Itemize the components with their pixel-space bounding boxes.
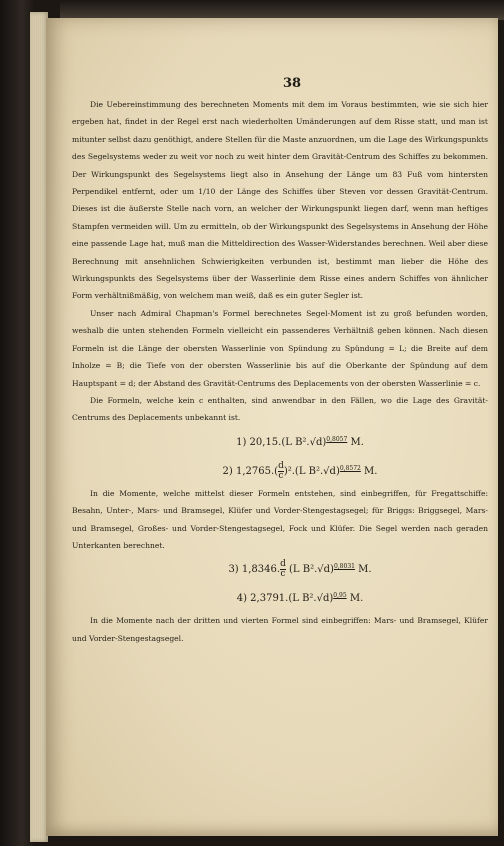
formula-1-unit: M. bbox=[350, 436, 364, 448]
paragraph-1: Die Uebereinstimmung des berechneten Moments mit dem im Voraus bestimmten, wie sie sich hier ergeben hat, findet in der Regel erst nach wiederholten Umänderungen auf dem Risse statt, und man ist mitunter selbst dazu genöthigt, andere Stellen für die Maste anzuordnen, um die Lage des Wirkungspunkts des Segelsystems weder zu weit vor noch zu weit hinter dem Gravität-Centrum des Schiffes zu bekommen. Der Wirkungspunkt des Segelsystems liegt also in Ansehung der Länge um 83 Fuß vom hintersten Perpendikel entfernt, oder um 1/10 der Länge des Schiffes über Steven vor dessen Gravität-Centrum. Dieses ist die äußerste Stelle nach vorn, an welcher der Wirkungspunkt liegen darf, wenn man heftiges Stampfen vermeiden will. Um zu ermitteln, ob der Wirkungspunkt des Segelsystems in Ansehung der Höhe eine passende Lage hat, muß man die Mitteldirection des Wasser-Widerstandes berechnen. Weil aber diese Berechnung mit ansehnlichen Schwierigkeiten verbunden ist, bestimmt man lieber die Höhe des Wirkungspunkts des Segelsystems über der Wasserlinie dem Risse eines andern Schiffes von ähnlicher Form verhältnißmäßig, von welchem man weiß, daß es ein guter Segler ist. bbox=[72, 100, 488, 301]
formula-3-coefficient: 3) 1,8346. bbox=[228, 564, 281, 576]
formula-3-body: (L B².√d) bbox=[289, 564, 334, 576]
formula-3-denominator: c bbox=[280, 569, 286, 580]
formula-1 bbox=[72, 427, 488, 456]
top-shadow bbox=[60, 0, 504, 20]
formula-2-body: ².(L B².√d) bbox=[287, 465, 340, 477]
formula-2-coefficient: 2) 1,2765. bbox=[222, 465, 275, 477]
page-number: 38 bbox=[282, 76, 302, 91]
formula-4-exponent: 0,95 bbox=[333, 592, 347, 600]
formula-2: 2) 1,2765.( $\frac{d}{c}$ )².(L B².√d)$^{0,8572}$ M. bbox=[222, 460, 378, 481]
paragraph-3: Die Formeln, welche kein c enthalten, sind anwendbar in den Fällen, wo die Lage des Gravität-Centrums des Deplacements unbekannt ist. bbox=[72, 395, 488, 423]
formula-2-fraction bbox=[278, 462, 284, 481]
formula-4-body: 4) 2,3791.(L B².√d) bbox=[236, 593, 334, 605]
formula-2-numerator: d bbox=[278, 460, 284, 471]
formula-1-body: 1) 20,15.(L B².√d) bbox=[236, 436, 327, 448]
formula-3-unit: M. bbox=[358, 564, 372, 576]
formula-2-unit: M. bbox=[364, 465, 378, 477]
paragraph-4: In die Momente, welche mittelst dieser Formeln entstehen, sind einbegriffen, für Fregattschiffe: Besahn, Unter-, Mars- und Bramsegel, Klüfer und Vorder-Stengestagsegel; für Briggs: Briggsegel, Mars- und Bramsegel, Großes- und Vorder-Stengestagsegel, Fock und Klüfer. Die Segel werden nach geraden Unterkanten berechnet. bbox=[72, 488, 488, 550]
formula-2-denominator: c bbox=[278, 470, 284, 481]
formula-4-unit: M. bbox=[349, 593, 364, 605]
paragraph-5: In die Momente nach der dritten und vierten Formel sind einbegriffen: Mars- und Bramsegel, Klüfer und Vorder-Stengestagsegel. bbox=[72, 616, 488, 643]
formula-3 bbox=[72, 554, 488, 583]
formula-3-exponent: 0,8031 bbox=[333, 563, 355, 571]
formula-2-exponent: 0,8572 bbox=[339, 464, 361, 472]
formula-3-numerator: d bbox=[280, 559, 286, 570]
paragraph-2: Unser nach Admiral Chapman's Formel berechnetes Segel-Moment ist zu groß befunden worden, weshalb die unten stehenden Formeln vielleicht ein passenderes Verhältniß geben können. Nach diesen Formeln ist die Länge der obersten Wasserlinie von Spündung zu Spündung = L; die Breite auf dem Inholze = B; die Tiefe von der obersten Wasserlinie bis auf die Oberkante der Spündung auf dem Hauptspant = d; der Abstand des Gravität-Centrums des Deplacements von der obersten Wasserlinie = c. bbox=[72, 308, 488, 388]
formula-1-exponent: 0,8057 bbox=[326, 435, 348, 443]
formula-4 bbox=[72, 583, 488, 612]
page-body bbox=[72, 96, 488, 647]
formula-3-fraction bbox=[280, 560, 286, 579]
